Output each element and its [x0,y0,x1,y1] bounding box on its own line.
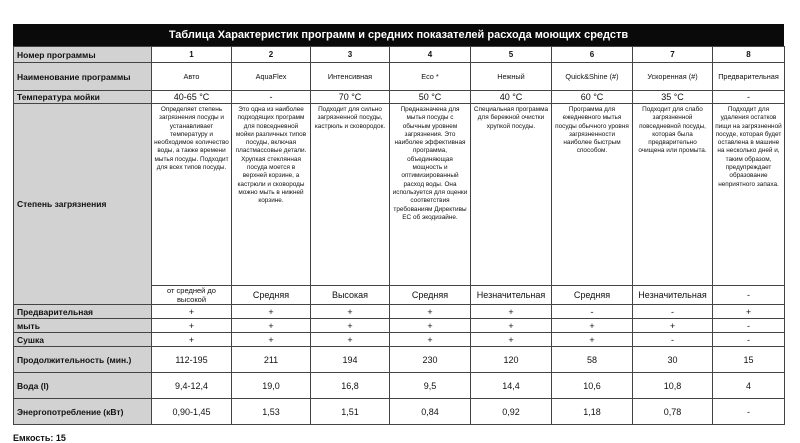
duration-value: 194 [311,347,390,373]
program-description: Предназначена для мытья посуды с обычным уровнем загрязнения. Это наиболее эффективная программа, объединяющая мощность и оптимизированный расход воды. Она используется для оценки соответствия требованиям Директивы ЕС об экодизайне. [390,104,471,286]
prewash-value: + [713,305,785,319]
wash-value: + [311,319,390,333]
soil-level-value: Средняя [390,286,471,305]
row-energy [14,399,785,425]
program-name: Нежный [471,63,552,91]
energy-value: 0,90-1,45 [152,399,232,425]
row-wash-temp [14,91,785,104]
program-description: Подходит для удаления остатков пищи на загрязненной посуде, которая будет оставлена в машине на несколько дней и, таким образом, предупреждает образование неприятного запаха. [713,104,785,286]
wash-value: + [232,319,311,333]
program-name: Авто [152,63,232,91]
dry-value: + [471,333,552,347]
temp-value: 40 °C [471,91,552,104]
prewash-value: + [152,305,232,319]
row-water [14,373,785,399]
duration-value: 112-195 [152,347,232,373]
temp-value: 70 °C [311,91,390,104]
wash-value: + [471,319,552,333]
program-number: 7 [633,47,713,63]
duration-value: 30 [633,347,713,373]
program-number: 8 [713,47,785,63]
dry-value: - [713,333,785,347]
water-value: 9,4-12,4 [152,373,232,399]
temp-value: 60 °C [552,91,633,104]
temp-value: 35 °C [633,91,713,104]
prewash-value: + [232,305,311,319]
row-label: Продолжительность (мин.) [14,347,152,373]
energy-value: 1,51 [311,399,390,425]
program-number: 3 [311,47,390,63]
row-program-number [14,47,785,63]
row-program-name [14,63,785,91]
wash-value: + [552,319,633,333]
program-name: Eco * [390,63,471,91]
program-name: Quick&Shine (#) [552,63,633,91]
row-label: мыть [14,319,152,333]
dry-value: + [390,333,471,347]
dry-value: + [311,333,390,347]
row-label: Наименование программы [14,63,152,91]
water-value: 10,6 [552,373,633,399]
program-name: AquaFlex [232,63,311,91]
duration-value: 211 [232,347,311,373]
row-label: Температура мойки [14,91,152,104]
prewash-value: + [311,305,390,319]
program-spec-table [13,46,785,425]
soil-level-value: Незначительная [633,286,713,305]
row-label: Предварительная [14,305,152,319]
program-number: 1 [152,47,232,63]
dry-value: - [633,333,713,347]
prewash-value: - [633,305,713,319]
program-description: Подходит для сильно загрязненной посуды, кастрюль и сковородок. [311,104,390,286]
water-value: 16,8 [311,373,390,399]
temp-value: 40-65 °C [152,91,232,104]
duration-value: 120 [471,347,552,373]
soil-level-value: Высокая [311,286,390,305]
program-number: 5 [471,47,552,63]
temp-value: - [713,91,785,104]
water-value: 4 [713,373,785,399]
water-value: 14,4 [471,373,552,399]
table-title: Таблица Характеристик программ и средних показателей расхода моющих средств [13,24,784,46]
duration-value: 15 [713,347,785,373]
energy-value: 0,84 [390,399,471,425]
row-prewash [14,305,785,319]
water-value: 9,5 [390,373,471,399]
row-label: Номер программы [14,47,152,63]
dry-value: + [232,333,311,347]
row-label: Сушка [14,333,152,347]
energy-value: 0,92 [471,399,552,425]
energy-value: 1,53 [232,399,311,425]
row-description [14,104,785,286]
program-number: 2 [232,47,311,63]
duration-value: 230 [390,347,471,373]
energy-value: 1,18 [552,399,633,425]
energy-value: - [713,399,785,425]
soil-level-value: Средняя [232,286,311,305]
dry-value: + [152,333,232,347]
prewash-value: + [390,305,471,319]
soil-level-value: Незначительная [471,286,552,305]
capacity-footer: Емкость: 15 [13,433,66,443]
wash-value: + [152,319,232,333]
soil-level-value: от средней до высокой [152,286,232,305]
prewash-value: + [471,305,552,319]
row-label: Энергопотребление (кВт) [14,399,152,425]
program-number: 6 [552,47,633,63]
row-duration [14,347,785,373]
dry-value: + [552,333,633,347]
row-dry [14,333,785,347]
wash-value: - [713,319,785,333]
program-number: 4 [390,47,471,63]
program-description: Это одна из наиболее подходящих программ для повседневной мойки различных типов посуды, включая пластмассовые детали. Хрупкая стеклянная посуда моется в верхней корзине, а кастрюли и сковороды можно мыть в нижней корзине. [232,104,311,286]
energy-value: 0,78 [633,399,713,425]
row-label: Степень загрязнения [14,104,152,305]
wash-value: + [633,319,713,333]
prewash-value: - [552,305,633,319]
program-description: Программа для ежедневного мытья посуды обычного уровня загрязненности наиболее быстрым способом. [552,104,633,286]
temp-value: - [232,91,311,104]
spec-table-container [13,24,784,425]
program-name: Интенсивная [311,63,390,91]
soil-level-value: Средняя [552,286,633,305]
row-label: Вода (l) [14,373,152,399]
program-name: Предварительная [713,63,785,91]
wash-value: + [390,319,471,333]
program-description: Определяет степень загрязнения посуды и устанавливает температуру и необходимое количество воды, а также времени мытья посуды. Подходит для всех типов посуды. [152,104,232,286]
program-name: Ускоренная (#) [633,63,713,91]
soil-level-value: - [713,286,785,305]
row-wash [14,319,785,333]
program-description: Специальная программа для бережной очистки хрупкой посуды. [471,104,552,286]
water-value: 10,8 [633,373,713,399]
program-description: Подходит для слабо загрязненной повседневной посуды, которая была предварительно очищена или промыта. [633,104,713,286]
temp-value: 50 °C [390,91,471,104]
duration-value: 58 [552,347,633,373]
water-value: 19,0 [232,373,311,399]
